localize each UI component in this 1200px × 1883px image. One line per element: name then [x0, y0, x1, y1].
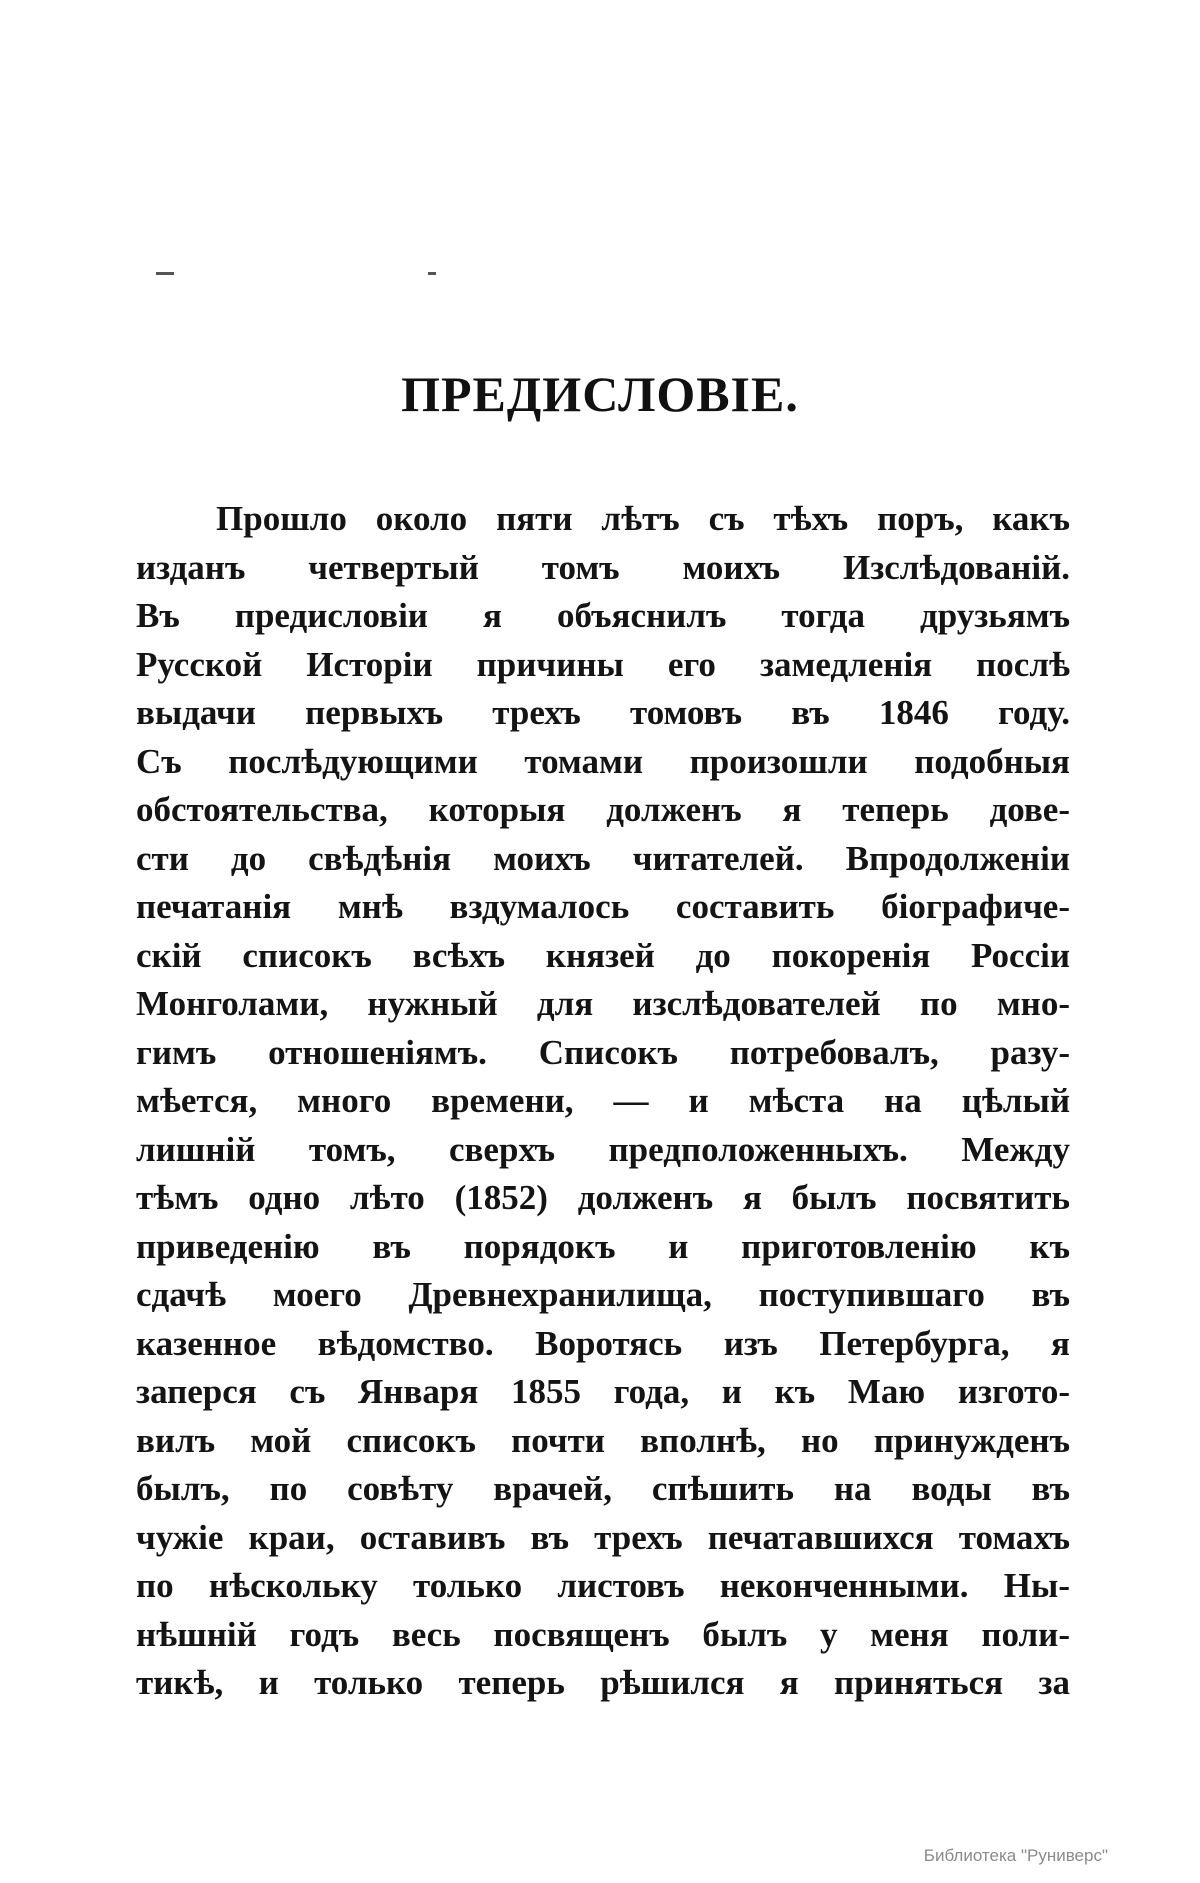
print-mark-left [156, 272, 174, 275]
text-line: обстоятельства, которыя долженъ я теперь дове- [136, 790, 1070, 829]
text-line: заперся съ Января 1855 года, и къ Маю изгото- [136, 1372, 1070, 1411]
text-line: Въ предисловіи я объяснилъ тогда друзьямъ [136, 596, 1070, 635]
text-line: казенное вѣдомство. Воротясь изъ Петербурга, я [136, 1323, 1070, 1363]
text-line: чужіе краи, оставивъ въ трехъ печатавшихся томахъ [136, 1517, 1070, 1557]
text-line: изданъ четвертый томъ моихъ Изслѣдованій. [136, 547, 1070, 587]
text-line: Монголами, нужный для изслѣдователей по мно- [136, 984, 1070, 1023]
text-line: Прошло около пяти лѣтъ съ тѣхъ поръ, какъ [216, 499, 1070, 538]
text-line: Съ послѣдующими томами произошли подобныя [136, 741, 1070, 781]
print-mark-right [428, 272, 436, 275]
text-line: гимъ отношеніямъ. Списокъ потребовалъ, разу- [136, 1032, 1070, 1072]
library-watermark: Библиотека "Руниверс" [923, 1846, 1108, 1865]
text-line: былъ, по совѣту врачей, спѣшить на воды въ [136, 1469, 1070, 1508]
text-line: лишній томъ, сверхъ предположенныхъ. Между [136, 1129, 1070, 1169]
preface-text [136, 495, 1070, 1708]
text-line: мѣется, много времени, — и мѣста на цѣлый [136, 1081, 1070, 1120]
text-line: сдачѣ моего Древнехранилища, поступившаго въ [136, 1275, 1070, 1314]
text-line: выдачи первыхъ трехъ томовъ въ 1846 году. [136, 693, 1070, 732]
text-line: тѣмъ одно лѣто (1852) долженъ я былъ посвятить [136, 1178, 1070, 1217]
text-line: нѣшній годъ весь посвященъ былъ у меня поли- [136, 1614, 1070, 1654]
text-line: тикѣ, и только теперь рѣшился я приняться за [136, 1663, 1070, 1702]
text-line: печатанія мнѣ вздумалось составить біографиче- [136, 887, 1070, 926]
text-line: вилъ мой списокъ почти вполнѣ, но принужденъ [136, 1420, 1070, 1460]
text-line: сти до свѣдѣнія моихъ читателей. Впродолженіи [136, 838, 1070, 878]
text-line: скій списокъ всѣхъ князей до покоренія Россіи [136, 935, 1070, 975]
page-title: ПРЕДИСЛОВІЕ. [401, 366, 799, 422]
text-line: Русской Исторіи причины его замедленія послѣ [136, 644, 1070, 684]
text-line: приведенію въ порядокъ и приготовленію къ [136, 1226, 1070, 1266]
text-line: по нѣскольку только листовъ неконченными. Ны- [136, 1566, 1070, 1605]
